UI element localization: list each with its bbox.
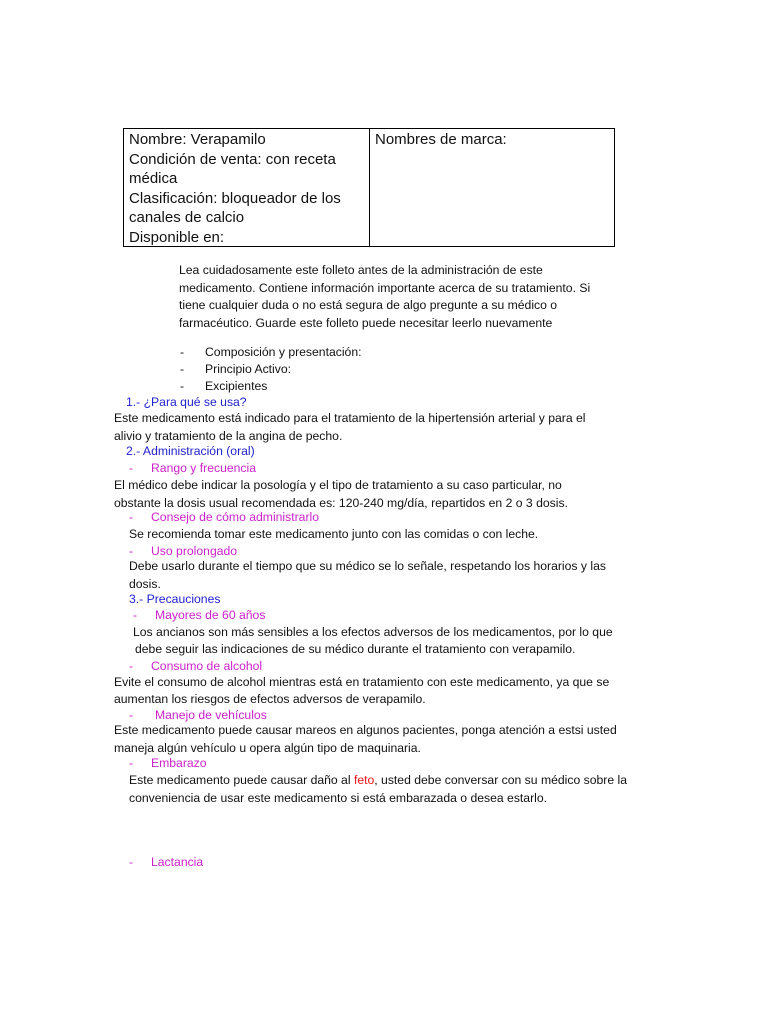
intro-line: farmacéutico. Guarde este folleto puede necesitar leerlo nuevamente [179, 315, 553, 330]
list-item [180, 361, 362, 378]
subheading-elderly [133, 607, 265, 624]
administration-tip-text [129, 526, 659, 543]
drug-info-table [123, 128, 615, 247]
subheading-lactation [129, 854, 203, 871]
prolonged-use-text [129, 558, 658, 593]
list-item [180, 378, 362, 395]
text-line: Debe usarlo durante el tiempo que su médico se lo señale, respetando los horarios y las [129, 559, 606, 573]
subheading-label: Mayores de 60 años [155, 608, 266, 622]
text-line: Este medicamento está indicado para el tratamiento de la hipertensión arterial y para el [114, 411, 586, 425]
subheading-pregnancy [129, 755, 207, 772]
text-line: aumentan los riesgos de efectos adversos de verapamilo. [114, 692, 426, 706]
text-line: Se recomienda tomar este medicamento junto con las comidas o con leche. [129, 527, 539, 541]
intro-line: tiene cualquier duda o no está segura de algo pregunte a su médico o [179, 298, 558, 312]
text-segment: Este medicamento puede causar daño al [129, 773, 354, 787]
classification: Clasificación: bloqueador de los [129, 189, 341, 207]
subheading-label: Rango y frecuencia [151, 461, 257, 475]
text-line: Los ancianos son más sensibles a los efectos adversos de los medicamentos, por lo que [133, 625, 613, 639]
subheading-dash: - [133, 608, 138, 622]
subheading-dash: - [129, 756, 134, 770]
text-segment: , usted debe conversar con su médico sobre la [374, 773, 627, 787]
drug-info-left-cell [124, 129, 370, 246]
drug-name: Nombre: Verapamilo [129, 131, 266, 148]
sale-condition: Condición de venta: con receta [129, 150, 336, 168]
list-dash: - [180, 345, 185, 359]
text-line: El médico debe indicar la posología y el tipo de tratamiento a su caso particular, no [114, 478, 562, 492]
intro-line: Lea cuidadosamente este folleto antes de la administración de este [179, 263, 543, 277]
subheading-dash: - [129, 708, 134, 722]
section-1-heading: 1.- ¿Para qué se usa? [126, 395, 247, 409]
sale-condition-cont: médica [129, 170, 178, 187]
intro-line: medicamento. Contiene información importante acerca de su tratamiento. Si [179, 280, 591, 295]
intro-paragraph [179, 262, 649, 332]
text-line: conveniencia de usar este medicamento si está embarazada o desea estarlo. [129, 791, 548, 805]
subheading-dash: - [129, 855, 134, 869]
list-dash: - [180, 362, 185, 376]
text-line: obstante la dosis usual recomendada es: 120-240 mg/día, repartidos en 2 o 3 dosis. [114, 495, 568, 510]
subheading-dash: - [129, 461, 134, 475]
brand-names: Nombres de marca: [375, 131, 507, 148]
subheading-label: Consejo de cómo administrarlo [151, 510, 319, 524]
composition-list [180, 344, 362, 395]
section-2-heading: 2.- Administración (oral) [126, 444, 255, 458]
subheading-label: Consumo de alcohol [151, 659, 263, 673]
subheading-label: Uso prolongado [151, 544, 238, 558]
list-item [180, 344, 362, 361]
text-line: Este medicamento puede causar mareos en algunos pacientes, ponga atención a estsi usted [114, 723, 617, 737]
subheading-label: Manejo de vehículos [155, 708, 267, 722]
dosage-text [114, 477, 658, 512]
subheading-dash: - [129, 659, 134, 673]
list-item-label: Composición y presentación: [205, 345, 362, 359]
subheading-dash: - [129, 510, 134, 524]
elderly-text [133, 624, 658, 658]
text-line: dosis. [129, 576, 161, 591]
available-in: Disponible en: [129, 228, 225, 246]
alcohol-text [114, 674, 658, 708]
subheading-label: Embarazo [151, 756, 207, 770]
text-line: maneja algún vehículo u opera algún tipo de maquinaria. [114, 740, 421, 755]
text-line: Evite el consumo de alcohol mientras está en tratamiento con este medicamento, ya que se [114, 675, 610, 689]
text-line: alivio y tratamiento de la angina de pecho. [114, 428, 343, 443]
list-item-label: Principio Activo: [205, 362, 292, 376]
text-line: debe seguir las indicaciones de su médico durante el tratamiento con verapamilo. [135, 642, 576, 656]
subheading-alcohol [129, 658, 262, 675]
list-dash: - [180, 379, 185, 393]
subheading-dosage [129, 460, 256, 477]
section-3-heading: 3.- Precauciones [129, 592, 221, 606]
subheading-administration-tip [129, 509, 319, 526]
highlight-fetus: feto [353, 773, 375, 787]
subheading-dash: - [129, 544, 134, 558]
pregnancy-text [129, 771, 659, 807]
subheading-label: Lactancia [151, 855, 204, 869]
section-1-text [114, 410, 658, 445]
classification-cont: canales de calcio [129, 209, 245, 226]
text-line [129, 771, 659, 789]
drug-info-right-cell [370, 129, 614, 246]
list-item-label: Excipientes [205, 379, 268, 393]
driving-text [114, 722, 658, 757]
